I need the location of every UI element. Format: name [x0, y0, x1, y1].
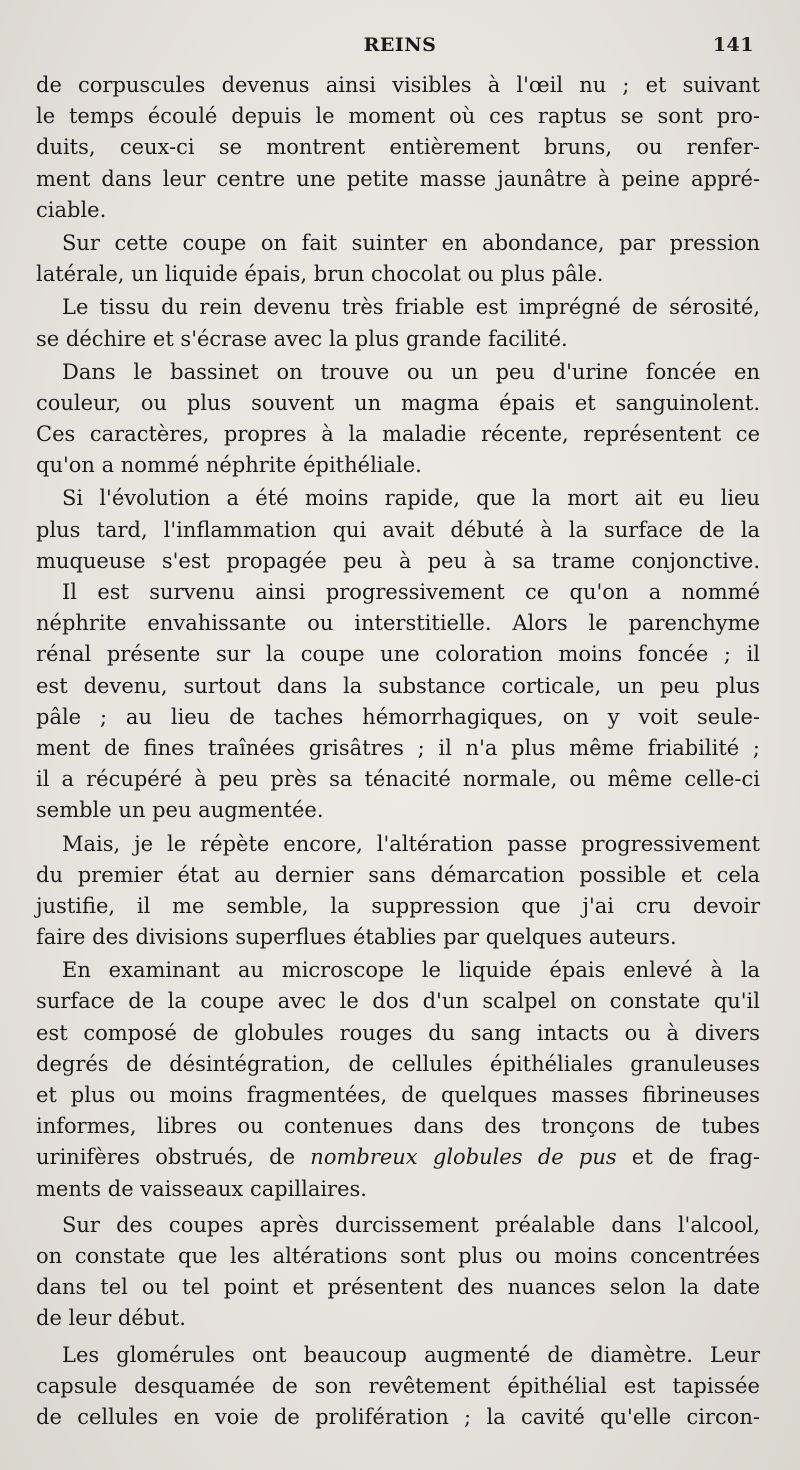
running-head — [0, 34, 800, 58]
text-line: se déchire et s'écrase avec la plus grande facilité. — [36, 326, 568, 351]
text-line: Les glomérules ont beaucoup augmenté de diamètre. Leur — [62, 1342, 760, 1367]
text-line: et plus ou moins fragmentées, de quelques masses fibrineuses — [36, 1083, 760, 1107]
running-title: REINS — [363, 34, 437, 56]
text-line: ment de fines traînées grisâtres ; il n'a plus même friabilité ; — [36, 735, 760, 760]
text-line: justifie, il me semble, la suppression que j'ai cru devoir — [36, 893, 760, 918]
text-line: En examinant au microscope le liquide épais enlevé à la — [62, 958, 760, 983]
text-segment: urinifères obstrués, de — [36, 1145, 311, 1170]
text-line: dans tel ou tel point et présentent des nuances selon la date — [36, 1275, 760, 1300]
paragraph-9 — [36, 1210, 760, 1335]
text-line: le temps écoulé depuis le moment où ces raptus se sont pro- — [36, 104, 760, 129]
text-line: on constate que les altérations sont plus ou moins concentrées — [36, 1243, 760, 1268]
text-line: rénal présente sur la coupe une coloration moins foncée ; il — [36, 642, 760, 667]
text-line: informes, libres ou contenues dans des tronçons de tubes — [36, 1114, 760, 1139]
page-number: 141 — [712, 34, 754, 56]
text-line: de cellules en voie de prolifération ; la cavité qu'elle circon- — [36, 1404, 760, 1429]
text-line: Dans le bassinet on trouve ou un peu d'urine foncée en — [62, 359, 760, 384]
paragraph-8 — [36, 955, 760, 1205]
text-line: ments de vaisseaux capillaires. — [36, 1176, 367, 1201]
text-line: ment dans leur centre une petite masse jaunâtre à peine appré- — [36, 166, 760, 191]
italic-phrase: nombreux globules de pus — [310, 1145, 617, 1170]
text-line: de corpuscules devenus ainsi visibles à l'œil nu ; et suivant — [36, 73, 760, 97]
text-line: est composé de globules rouges du sang intacts ou à divers — [36, 1020, 760, 1045]
text-line: Mais, je le répète encore, l'altération passe progressivement — [62, 831, 760, 856]
text-line: Le tissu du rein devenu très friable est imprégné de sérosité, — [62, 295, 760, 320]
text-line: ciable. — [36, 197, 107, 222]
paragraph-5 — [36, 483, 760, 577]
text-line: néphrite envahissante ou interstitielle. Alors le parenchyme — [36, 611, 760, 636]
text-line: degrés de désintégration, de cellules épithéliales granuleuses — [36, 1051, 760, 1076]
text-line: plus tard, l'inflammation qui avait débuté à la surface de la — [36, 517, 760, 542]
paragraph-6 — [36, 577, 760, 827]
text-line: Sur cette coupe on fait suinter en abondance, par pression — [62, 230, 760, 255]
text-line: latérale, un liquide épais, brun chocolat ou plus pâle. — [36, 262, 604, 287]
text-segment: et de frag- — [616, 1145, 760, 1170]
paragraph-1 — [36, 70, 760, 226]
paragraph-3 — [36, 292, 760, 354]
text-line: Sur des coupes après durcissement préalable dans l'alcool, — [62, 1212, 760, 1237]
text-line: qu'on a nommé néphrite épithéliale. — [36, 453, 422, 478]
text-line: muqueuse s'est propagée peu à peu à sa trame conjonctive. — [36, 548, 760, 573]
body-text — [36, 70, 760, 1433]
text-line: Il est survenu ainsi progressivement ce qu'on a nommé — [62, 580, 760, 604]
text-line: du premier état au dernier sans démarcation possible et cela — [36, 862, 760, 887]
paragraph-10 — [36, 1340, 760, 1434]
text-line: Si l'évolution a été moins rapide, que la mort ait eu lieu — [62, 486, 760, 511]
text-line: duits, ceux-ci se montrent entièrement bruns, ou renfer- — [36, 135, 760, 160]
text-line: semble un peu augmentée. — [36, 798, 324, 823]
text-line: il a récupéré à peu près sa ténacité normale, ou même celle-ci — [36, 767, 760, 792]
text-line — [36, 1142, 760, 1173]
paragraph-4 — [36, 357, 760, 482]
text-line: est devenu, surtout dans la substance corticale, un peu plus — [36, 673, 760, 698]
text-line: capsule desquamée de son revêtement épithélial est tapissée — [36, 1373, 760, 1398]
text-line: Ces caractères, propres à la maladie récente, représentent ce — [36, 422, 760, 447]
paragraph-2 — [36, 228, 760, 290]
paragraph-7 — [36, 829, 760, 954]
text-line: faire des divisions superflues établies par quelques auteurs. — [36, 925, 677, 950]
text-line: de leur début. — [36, 1306, 186, 1331]
text-line: surface de la coupe avec le dos d'un scalpel on constate qu'il — [36, 989, 760, 1014]
text-line: couleur, ou plus souvent un magma épais et sanguinolent. — [36, 390, 760, 415]
text-line: pâle ; au lieu de taches hémorrhagiques, on y voit seule- — [36, 704, 760, 729]
